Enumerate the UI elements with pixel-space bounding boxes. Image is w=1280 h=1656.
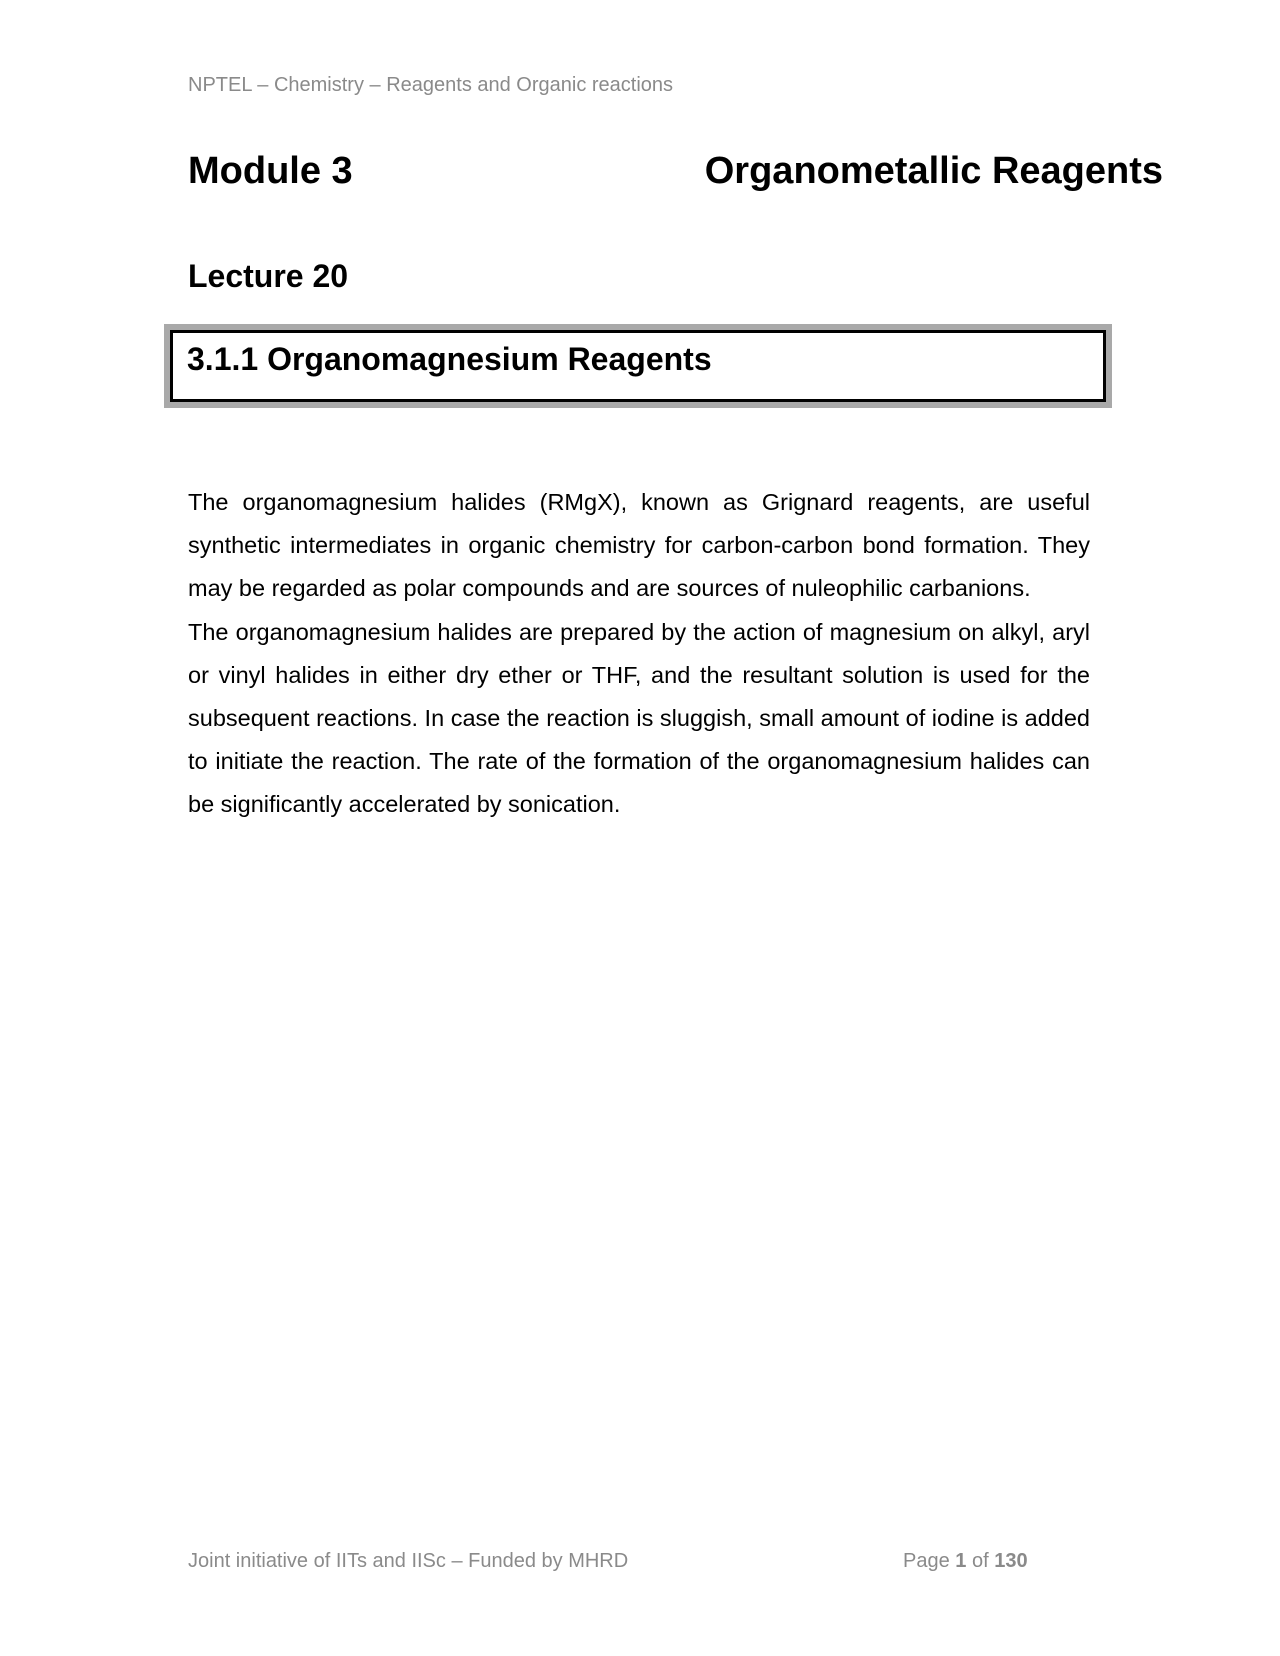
page-total: 130 — [994, 1550, 1028, 1572]
section-heading-box — [164, 324, 1112, 408]
page-current: 1 — [955, 1550, 967, 1572]
page-prefix: Page — [903, 1550, 950, 1572]
lecture-label: Lecture 20 — [188, 258, 349, 294]
paragraph: The organomagnesium halides (RMgX), known as Grignard reagents, are useful synthetic intermediates in organic chemistry for carbon-carbon bond formation. They may be regarded as polar compounds and are sources of nuleophilic carbanions. — [188, 489, 1090, 602]
section-heading-frame — [170, 330, 1106, 402]
module-title: Organometallic Reagents — [704, 150, 1163, 192]
running-header: NPTEL – Chemistry – Reagents and Organic reactions — [188, 74, 674, 96]
paragraph: The organomagnesium halides are prepared by the action of magnesium on alkyl, aryl or vinyl halides in either dry ether or THF, and the resultant solution is used for the subsequent reactions. In case the reaction is sluggish, small amount of iodine is added to initiate the reaction. The rate of the formation of the organomagnesium halides can be significantly accelerated by sonication. — [188, 618, 1090, 818]
footer-credit: Joint initiative of IITs and IISc – Funded by MHRD — [188, 1550, 629, 1572]
page-number — [903, 1550, 1028, 1573]
module-label: Module 3 — [188, 150, 353, 192]
page-separator: of — [971, 1550, 989, 1572]
section-title: 3.1.1 Organomagnesium Reagents — [187, 341, 712, 377]
body-text — [188, 481, 1090, 827]
